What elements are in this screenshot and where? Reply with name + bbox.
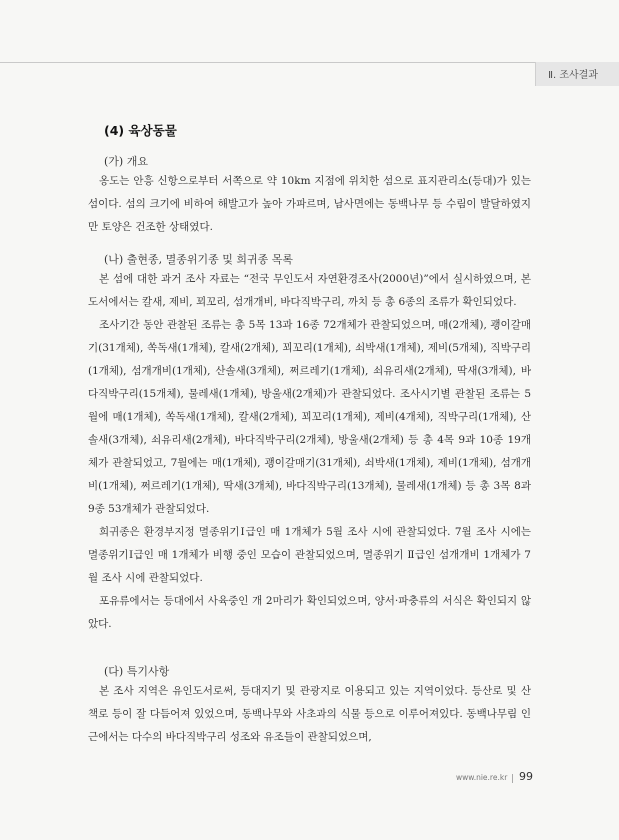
- subsection-heading-overview: (가) 개요: [104, 155, 148, 168]
- chapter-label: Ⅱ. 조사결과: [548, 70, 598, 81]
- section-heading: (4) 육상동물: [104, 123, 177, 138]
- paragraph: 본 조사 지역은 유인도서로써, 등대지기 및 관광지로 이용되고 있는 지역이었다. 등산로 및 산책로 등이 잘 다듬어져 있었으며, 동백나무와 사초과의 식물 등으로 이루어져있다. 동백나무림 인근에서는 다수의 바다직박구리 성조와 유조들이 관찰되었으며,: [88, 685, 531, 743]
- footer-url: www.nie.re.kr: [456, 773, 508, 782]
- page-number: 99: [519, 770, 533, 783]
- paragraph: 포유류에서는 등대에서 사육중인 개 2마리가 확인되었으며, 양서·파충류의 서식은 확인되지 않았다.: [88, 595, 531, 630]
- paragraph: 본 섬에 대한 과거 조사 자료는 “전국 무인도서 자연환경조사(2000년)”에서 실시하였으며, 본 도서에서는 칼새, 제비, 꾀꼬리, 섬개개비, 바다직박구리, 까치 등 총 6종의 조류가 확인되었다.: [88, 273, 531, 308]
- footer-separator: [512, 774, 513, 783]
- paragraph: 옹도는 안흥 신항으로부터 서쪽으로 약 10km 지점에 위치한 섬으로 표지관리소(등대)가 있는 섬이다. 섬의 크기에 비하여 해발고가 높아 가파르며, 남사면에는 동백나무 등 수림이 발달하였지만 토양은 건조한 상태였다.: [88, 175, 531, 233]
- paragraph: 조사기간 동안 관찰된 조류는 총 5목 13과 16종 72개체가 관찰되었으며, 매(2개체), 괭이갈매기(31개체), 쏙독새(1개체), 칼새(2개체), 꾀꼬리(1개체), 쇠박새(1개체), 제비(5개체), 직박구리(1개체), 섬개개비(1개체), 산솔새(3개체), 쩌르레기(1개체), 쇠유리새(2개체), 딱새(3개체), 바다직박구리(15개체), 물레새(1개체), 방울새(2개체)가 관찰되었다. 조사시기별 관찰된 조류는 5월에 매(1개체), 쏙독새(1개체), 칼새(2개체), 꾀꼬리(1개체), 제비(4개체), 직박구리(1개체), 산솔새(3개체), 쇠유리새(2개체), 바다직박구리(2개체), 방울새(2개체) 등 총 4목 9과 10종 19개체가 관찰되었고, 7월에는 매(1개체), 괭이갈매기(31개체), 쇠박새(1개체), 제비(1개체), 섬개개비(1개체), 쩌르레기(1개체), 딱새(3개체), 바다직박구리(13개체), 물레새(1개체) 등 총 3목 8과 9종 53개체가 관찰되었다.: [88, 319, 531, 515]
- notes-text: [88, 680, 531, 749]
- subsection-heading-species: (나) 출현종, 멸종위기종 및 희귀종 목록: [104, 253, 293, 266]
- header-rule: [0, 62, 535, 63]
- subsection-heading-notes: (다) 특기사항: [104, 665, 170, 678]
- paragraph: 희귀종은 환경부지정 멸종위기Ⅰ급인 매 1개체가 5월 조사 시에 관찰되었다. 7월 조사 시에는 멸종위기Ⅰ급인 매 1개체가 비행 중인 모습이 관찰되었으며, 멸종위기 Ⅱ급인 섬개개비 1개체가 7월 조사 시에 관찰되었다.: [88, 526, 531, 584]
- species-text: [88, 268, 531, 636]
- overview-text: [88, 170, 531, 239]
